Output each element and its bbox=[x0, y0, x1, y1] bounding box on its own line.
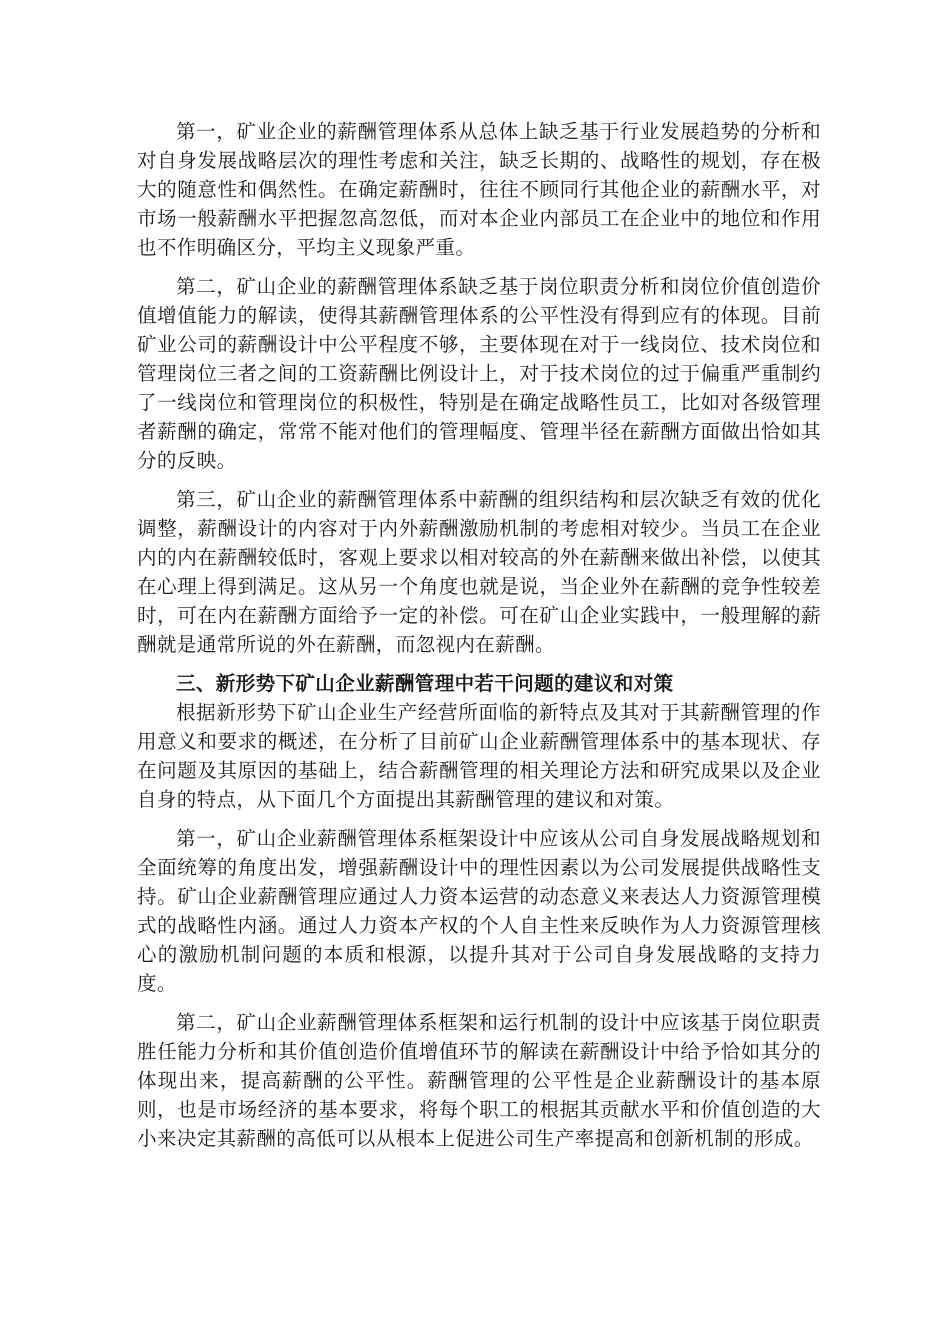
paragraph-intro-suggestions: 根据新形势下矿山企业生产经营所面临的新特点及其对于其薪酬管理的作用意义和要求的概述，在分析了目前矿山企业薪酬管理体系中的基本现状、存在问题及其原因的基础上，结合薪酬管理的相关理论方法和研究成果以及企业自身的特点，从下面几个方面提出其薪酬管理的建议和对策。 bbox=[137, 701, 821, 811]
document-body bbox=[137, 117, 821, 1163]
section-heading: 三、新形势下矿山企业薪酬管理中若干问题的建议和对策 bbox=[176, 672, 674, 695]
paragraph-third-issue: 第三，矿山企业的薪酬管理体系中薪酬的组织结构和层次缺乏有效的优化调整，薪酬设计的内容对于内外薪酬激励机制的考虑相对较少。当员工在企业内的内在薪酬较低时，客观上要求以相对较高的外在薪酬来做出补偿，以使其在心理上得到满足。这从另一个角度也就是说，当企业外在薪酬的竞争性较差时，可在内在薪酬方面给予一定的补偿。可在矿山企业实践中，一般理解的薪酬就是通常所说的外在薪酬，而忽视内在薪酬。 bbox=[137, 488, 821, 656]
paragraph-second-issue: 第二，矿山企业的薪酬管理体系缺乏基于岗位职责分析和岗位价值创造价值增值能力的解读，使得其薪酬管理体系的公平性没有得到应有的体现。目前矿业公司的薪酬设计中公平程度不够，主要体现在对于一线岗位、技术岗位和管理岗位三者之间的工资薪酬比例设计上，对于技术岗位的过于偏重严重制约了一线岗位和管理岗位的积极性，特别是在确定战略性员工，比如对各级管理者薪酬的确定，常常不能对他们的管理幅度、管理半径在薪酬方面做出恰如其分的反映。 bbox=[137, 275, 821, 472]
paragraph-first-suggestion: 第一，矿山企业薪酬管理体系框架设计中应该从公司自身发展战略规划和全面统筹的角度出发，增强薪酬设计中的理性因素以为公司发展提供战略性支持。矿山企业薪酬管理应通过人力资本运营的动态意义来表达人力资源管理模式的战略性内涵。通过人力资本产权的个人自主性来反映作为人力资源管理核心的激励机制问题的本质和根源，以提升其对于公司自身发展战略的支持力度。 bbox=[137, 827, 821, 995]
paragraph-first-issue: 第一，矿业企业的薪酬管理体系从总体上缺乏基于行业发展趋势的分析和对自身发展战略层次的理性考虑和关注，缺乏长期的、战略性的规划，存在极大的随意性和偶然性。在确定薪酬时，往往不顾同行其他企业的薪酬水平，对市场一般薪酬水平把握忽高忽低，而对本企业内部员工在企业中的地位和作用也不作明确区分，平均主义现象严重。 bbox=[137, 120, 821, 259]
paragraph-second-suggestion: 第二，矿山企业薪酬管理体系框架和运行机制的设计中应该基于岗位职责胜任能力分析和其价值创造价值增值环节的解读在薪酬设计中给予恰如其分的体现出来，提高薪酬的公平性。薪酬管理的公平性是企业薪酬设计的基本原则，也是市场经济的基本要求，将每个职工的根据其贡献水平和价值创造的大小来决定其薪酬的高低可以从根本上促进公司生产率提高和创新机制的形成。 bbox=[137, 1011, 821, 1150]
